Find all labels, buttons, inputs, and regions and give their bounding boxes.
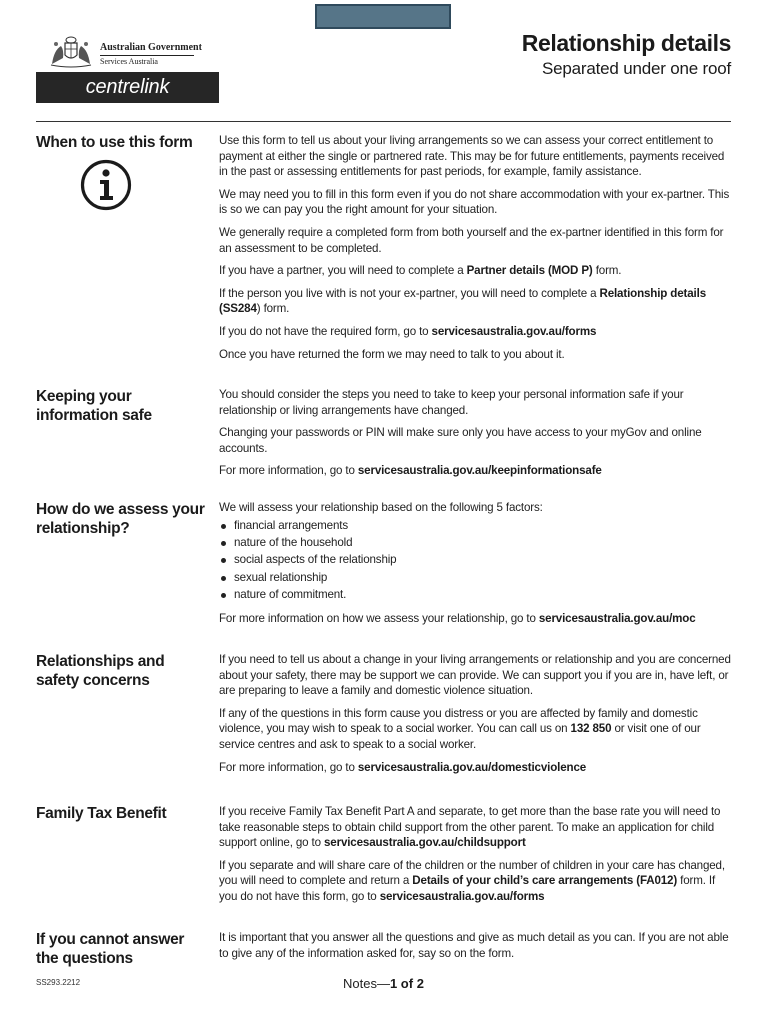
paragraph: If you need to tell us about a change in your living arrangements or relationship and you are concerned about your safety, there may be support we can provide. We can support you if you are in, have left, or are preparing to leave a family and domestic violence situation. — [219, 653, 731, 698]
text: ) form. — [256, 302, 290, 316]
section-body — [219, 652, 735, 782]
logo-divider — [100, 55, 194, 56]
notes-label: Notes— — [343, 976, 390, 991]
text: If you separate and will share care of the children or the number of children in your care has changed, you will need to complete and return a — [219, 858, 725, 888]
page-subtitle: Separated under one roof — [542, 59, 731, 78]
paragraph — [219, 804, 735, 851]
section-body — [219, 133, 735, 369]
forms-link[interactable]: servicesaustralia.gov.au/forms — [431, 324, 597, 338]
text: For more information, go to — [219, 760, 358, 774]
government-name: Australian Government — [100, 42, 202, 53]
paragraph: You should consider the steps you need to take to keep your personal information safe if your relationship or living arrangements have changed. — [219, 388, 684, 417]
keepinformationsafe-link[interactable]: servicesaustralia.gov.au/keepinformationsafe — [357, 464, 602, 478]
paragraph: We may need you to fill in this form even if you do not share accommodation with your ex-partner. This is so we can pay you the right amount for your situation. — [219, 187, 730, 217]
text: If you do not have the required form, go to — [219, 324, 432, 338]
form-reference: Details of your child’s care arrangements (FA012) — [412, 874, 678, 888]
australian-government-logo — [48, 34, 208, 70]
info-icon — [79, 159, 133, 211]
section-body — [219, 930, 735, 968]
text: form. — [592, 264, 622, 278]
paragraph — [219, 463, 735, 479]
agency-name: Services Australia — [100, 57, 158, 66]
coat-of-arms-icon — [48, 34, 94, 68]
paragraph: Changing your passwords or PIN will make sure only you have access to your myGov and online accounts. — [219, 426, 702, 455]
page-number: 1 of 2 — [389, 976, 424, 991]
paragraph — [219, 760, 735, 776]
factor-list — [219, 517, 735, 604]
list-item: sexual relationship — [219, 569, 735, 586]
paragraph — [219, 611, 735, 627]
forms-link[interactable]: servicesaustralia.gov.au/forms — [379, 889, 545, 903]
paragraph: It is important that you answer all the questions and give as much detail as you can. If you are not able to give any of the information asked for, say so on the form. — [219, 931, 729, 960]
paragraph: Once you have returned the form we may need to talk to you about it. — [219, 347, 565, 361]
text: If you have a partner, you will need to complete a — [219, 264, 467, 278]
paragraph — [219, 263, 735, 279]
section-body — [219, 804, 735, 912]
text: form. If you do not have this form, go to — [219, 874, 716, 903]
text: or visit one of our service centres and ask to speak to a social worker. — [219, 722, 701, 751]
domesticviolence-link[interactable]: servicesaustralia.gov.au/domesticviolence — [357, 760, 587, 774]
section-heading: Keeping your information safe — [36, 388, 152, 424]
section-heading: When to use this form — [36, 134, 193, 151]
text: If any of the questions in this form cause you distress or you are affected by family and domestic violence, you may wish to speak to a social worker. You can call us on — [219, 706, 698, 736]
header-divider — [36, 121, 731, 122]
childsupport-link[interactable]: servicesaustralia.gov.au/childsupport — [323, 836, 526, 850]
centrelink-brand-bar: centrelink — [36, 72, 219, 103]
text: If you receive Family Tax Benefit Part A and separate, to get more than the base rate you will need to take reasonable steps to obtain child support from the other parent. To make an application for child support online, go to — [219, 805, 721, 850]
text: For more information, go to — [219, 464, 358, 478]
paragraph: We will assess your relationship based on the following 5 factors: — [219, 501, 543, 514]
paragraph: We generally require a completed form from both yourself and the ex-partner identified in this form for an assessment to be completed. — [219, 225, 724, 255]
paragraph — [219, 286, 735, 317]
form-code: SS293.2212 — [36, 978, 81, 987]
list-item: financial arrangements — [219, 517, 735, 534]
list-item: nature of commitment. — [219, 586, 735, 603]
paragraph: Use this form to tell us about your living arrangements so we can assess your correct entitlement to payment at either the single or partnered rate. This may be for future entitlements, payments received in the past or assessing entitlements for past periods, for example, family assistance. — [219, 134, 725, 179]
top-tab-marker — [315, 4, 451, 29]
section-heading: Relationships and safety concerns — [36, 653, 165, 689]
text: For more information on how we assess your relationship, go to — [219, 611, 539, 625]
section-body — [219, 500, 735, 633]
section-heading: Family Tax Benefit — [36, 805, 167, 822]
form-reference: Relationship details (SS284 — [219, 286, 706, 316]
form-reference: Partner details (MOD P) — [466, 264, 593, 278]
phone-number[interactable]: 132 850 — [570, 722, 612, 736]
section-heading: If you cannot answer the questions — [36, 931, 185, 967]
section-heading: How do we assess your relationship? — [36, 501, 205, 537]
page-title: Relationship details — [521, 30, 731, 56]
paragraph — [219, 706, 735, 753]
paragraph — [219, 858, 735, 905]
section-body — [219, 387, 735, 486]
page-footer — [343, 976, 424, 991]
text: If the person you live with is not your ex-partner, you will need to complete a — [219, 286, 600, 300]
paragraph — [219, 324, 735, 340]
moc-link[interactable]: servicesaustralia.gov.au/moc — [538, 611, 696, 625]
list-item: nature of the household — [219, 534, 735, 551]
list-item: social aspects of the relationship — [219, 551, 735, 568]
